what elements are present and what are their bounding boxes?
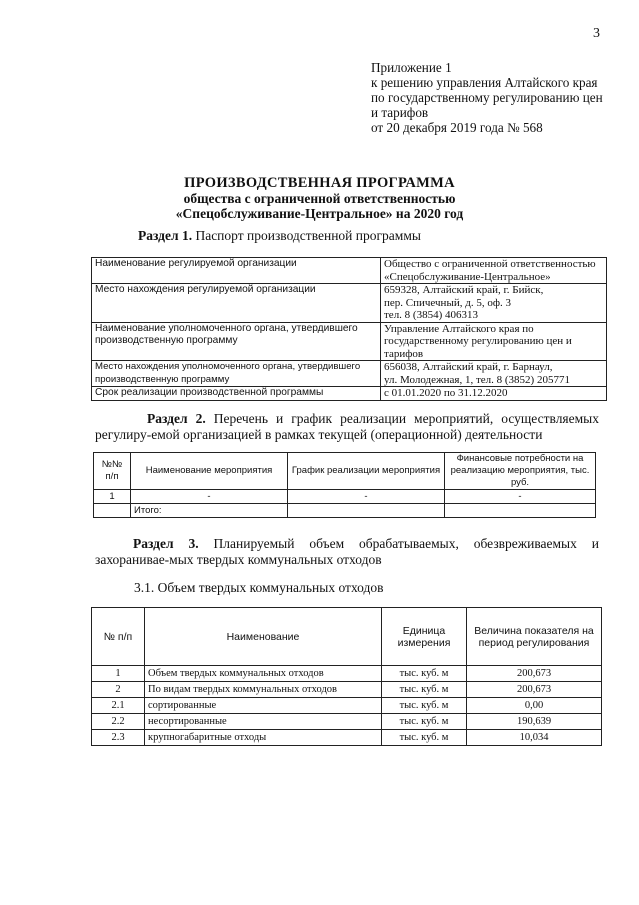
section2-heading bbox=[95, 411, 599, 443]
header-num: № п/п bbox=[92, 608, 145, 666]
table-cell: тыс. куб. м bbox=[382, 714, 467, 730]
table-header-row bbox=[92, 608, 602, 666]
table-row bbox=[92, 730, 602, 746]
table-cell: 190,639 bbox=[467, 714, 602, 730]
table-cell: тыс. куб. м bbox=[382, 666, 467, 682]
table-row bbox=[94, 490, 596, 504]
cell-line: тарифов bbox=[384, 347, 424, 360]
table-row bbox=[92, 322, 607, 361]
cell-line: Наименование уполномоченного органа, утвердившего bbox=[95, 322, 358, 334]
table-row bbox=[92, 714, 602, 730]
header-num: №№ п/п bbox=[94, 453, 131, 490]
table-row-total bbox=[94, 504, 596, 518]
table-cell bbox=[445, 504, 596, 518]
table-cell: - bbox=[288, 490, 445, 504]
header-name: Наименование bbox=[145, 608, 382, 666]
table-header-row bbox=[94, 453, 596, 490]
table-cell bbox=[381, 284, 607, 323]
header-value: Величина показателя на период регулирования bbox=[467, 608, 602, 666]
table-row bbox=[92, 698, 602, 714]
header-name: Наименование мероприятия bbox=[131, 453, 288, 490]
table-cell: сортированные bbox=[145, 698, 382, 714]
table-cell: Срок реализации производственной программы bbox=[92, 387, 381, 401]
table-cell bbox=[381, 361, 607, 387]
total-label: Итого: bbox=[131, 504, 288, 518]
table-cell: Наименование регулируемой организации bbox=[92, 258, 381, 284]
cell-line: 656038, Алтайский край, г. Барнаул, bbox=[384, 361, 553, 373]
cell-line: ул. Молодежная, 1, тел. 8 (3852) 205771 bbox=[384, 373, 570, 386]
header-schedule: График реализации мероприятия bbox=[288, 453, 445, 490]
table-cell: 2.2 bbox=[92, 714, 145, 730]
passport-table bbox=[91, 257, 607, 401]
table-cell: Объем твердых коммунальных отходов bbox=[145, 666, 382, 682]
section3-label: Раздел 3. bbox=[133, 536, 199, 551]
table-cell: тыс. куб. м bbox=[382, 682, 467, 698]
table-cell bbox=[92, 322, 381, 361]
appendix-line: Приложение 1 bbox=[371, 60, 452, 75]
table-cell: 2.1 bbox=[92, 698, 145, 714]
table-cell: 10,034 bbox=[467, 730, 602, 746]
section3-text: Планируемый объем обрабатываемых, обезвреживаемых и захоранивае-мых твердых коммунальных отходов bbox=[95, 536, 600, 567]
table-cell bbox=[94, 504, 131, 518]
subsection-heading: 3.1. Объем твердых коммунальных отходов bbox=[134, 580, 384, 595]
cell-line: производственную программу bbox=[95, 373, 230, 385]
table-cell: - bbox=[445, 490, 596, 504]
appendix-header bbox=[371, 60, 621, 135]
table-row bbox=[92, 284, 607, 323]
table-cell: 1 bbox=[94, 490, 131, 504]
section2-label: Раздел 2. bbox=[147, 411, 206, 426]
cell-line: 659328, Алтайский край, г. Бийск, bbox=[384, 284, 544, 296]
table-cell: 200,673 bbox=[467, 682, 602, 698]
appendix-line: и тарифов bbox=[371, 105, 429, 120]
table-cell: крупногабаритные отходы bbox=[145, 730, 382, 746]
table-cell: 1 bbox=[92, 666, 145, 682]
header-unit: Единица измерения bbox=[382, 608, 467, 666]
table-cell bbox=[92, 361, 381, 387]
cell-line: «Спецобслуживание-Центральное» bbox=[384, 270, 551, 283]
section2-text: Перечень и график реализации мероприятий, осуществляемых регулиру-емой организацией в рамках текущей (операционной) деятельности bbox=[95, 411, 599, 442]
table-cell bbox=[288, 504, 445, 518]
appendix-line: от 20 декабря 2019 года № 568 bbox=[371, 120, 543, 135]
table-row bbox=[92, 682, 602, 698]
table-cell: По видам твердых коммунальных отходов bbox=[145, 682, 382, 698]
cell-line: пер. Спичечный, д. 5, оф. 3 bbox=[384, 296, 511, 309]
cell-line: Место нахождения уполномоченного органа, утвердившего bbox=[95, 361, 361, 372]
table-cell: 0,00 bbox=[467, 698, 602, 714]
table-row bbox=[92, 666, 602, 682]
table-cell: 200,673 bbox=[467, 666, 602, 682]
appendix-line: по государственному регулированию цен bbox=[371, 90, 603, 105]
cell-line: производственную программу bbox=[95, 335, 238, 346]
table-cell: Место нахождения регулируемой организации bbox=[92, 284, 381, 323]
table-cell: тыс. куб. м bbox=[382, 730, 467, 746]
table-cell: несортированные bbox=[145, 714, 382, 730]
document-title: ПРОИЗВОДСТВЕННАЯ ПРОГРАММА bbox=[184, 175, 455, 191]
cell-line: государственному регулированию цен и bbox=[384, 335, 572, 347]
table-cell bbox=[381, 258, 607, 284]
waste-volume-table bbox=[91, 607, 602, 746]
section1-label: Раздел 1. bbox=[138, 228, 193, 243]
appendix-line: к решению управления Алтайского края bbox=[371, 75, 598, 90]
table-row bbox=[92, 387, 607, 401]
table-cell: тыс. куб. м bbox=[382, 698, 467, 714]
table-cell bbox=[381, 322, 607, 361]
table-cell: - bbox=[131, 490, 288, 504]
table-cell: с 01.01.2020 по 31.12.2020 bbox=[381, 387, 607, 401]
table-cell: 2 bbox=[92, 682, 145, 698]
section1-text: Паспорт производственной программы bbox=[195, 228, 421, 243]
table-row bbox=[92, 258, 607, 284]
cell-line: Общество с ограниченной ответственностью bbox=[384, 258, 596, 270]
table-row bbox=[92, 361, 607, 387]
table-cell: 2.3 bbox=[92, 730, 145, 746]
section3-heading bbox=[95, 536, 599, 568]
section1-heading bbox=[138, 228, 421, 244]
cell-line: тел. 8 (3854) 406313 bbox=[384, 309, 479, 321]
document-subtitle-company: «Спецобслуживание-Центральное» на 2020 год bbox=[175, 206, 464, 221]
page-number: 3 bbox=[593, 26, 600, 41]
cell-line: Управление Алтайского края по bbox=[384, 322, 534, 335]
document-subtitle: общества с ограниченной ответственностью bbox=[183, 191, 456, 206]
activities-table bbox=[93, 452, 596, 518]
header-finance: Финансовые потребности на реализацию мероприятия, тыс. руб. bbox=[445, 453, 596, 490]
